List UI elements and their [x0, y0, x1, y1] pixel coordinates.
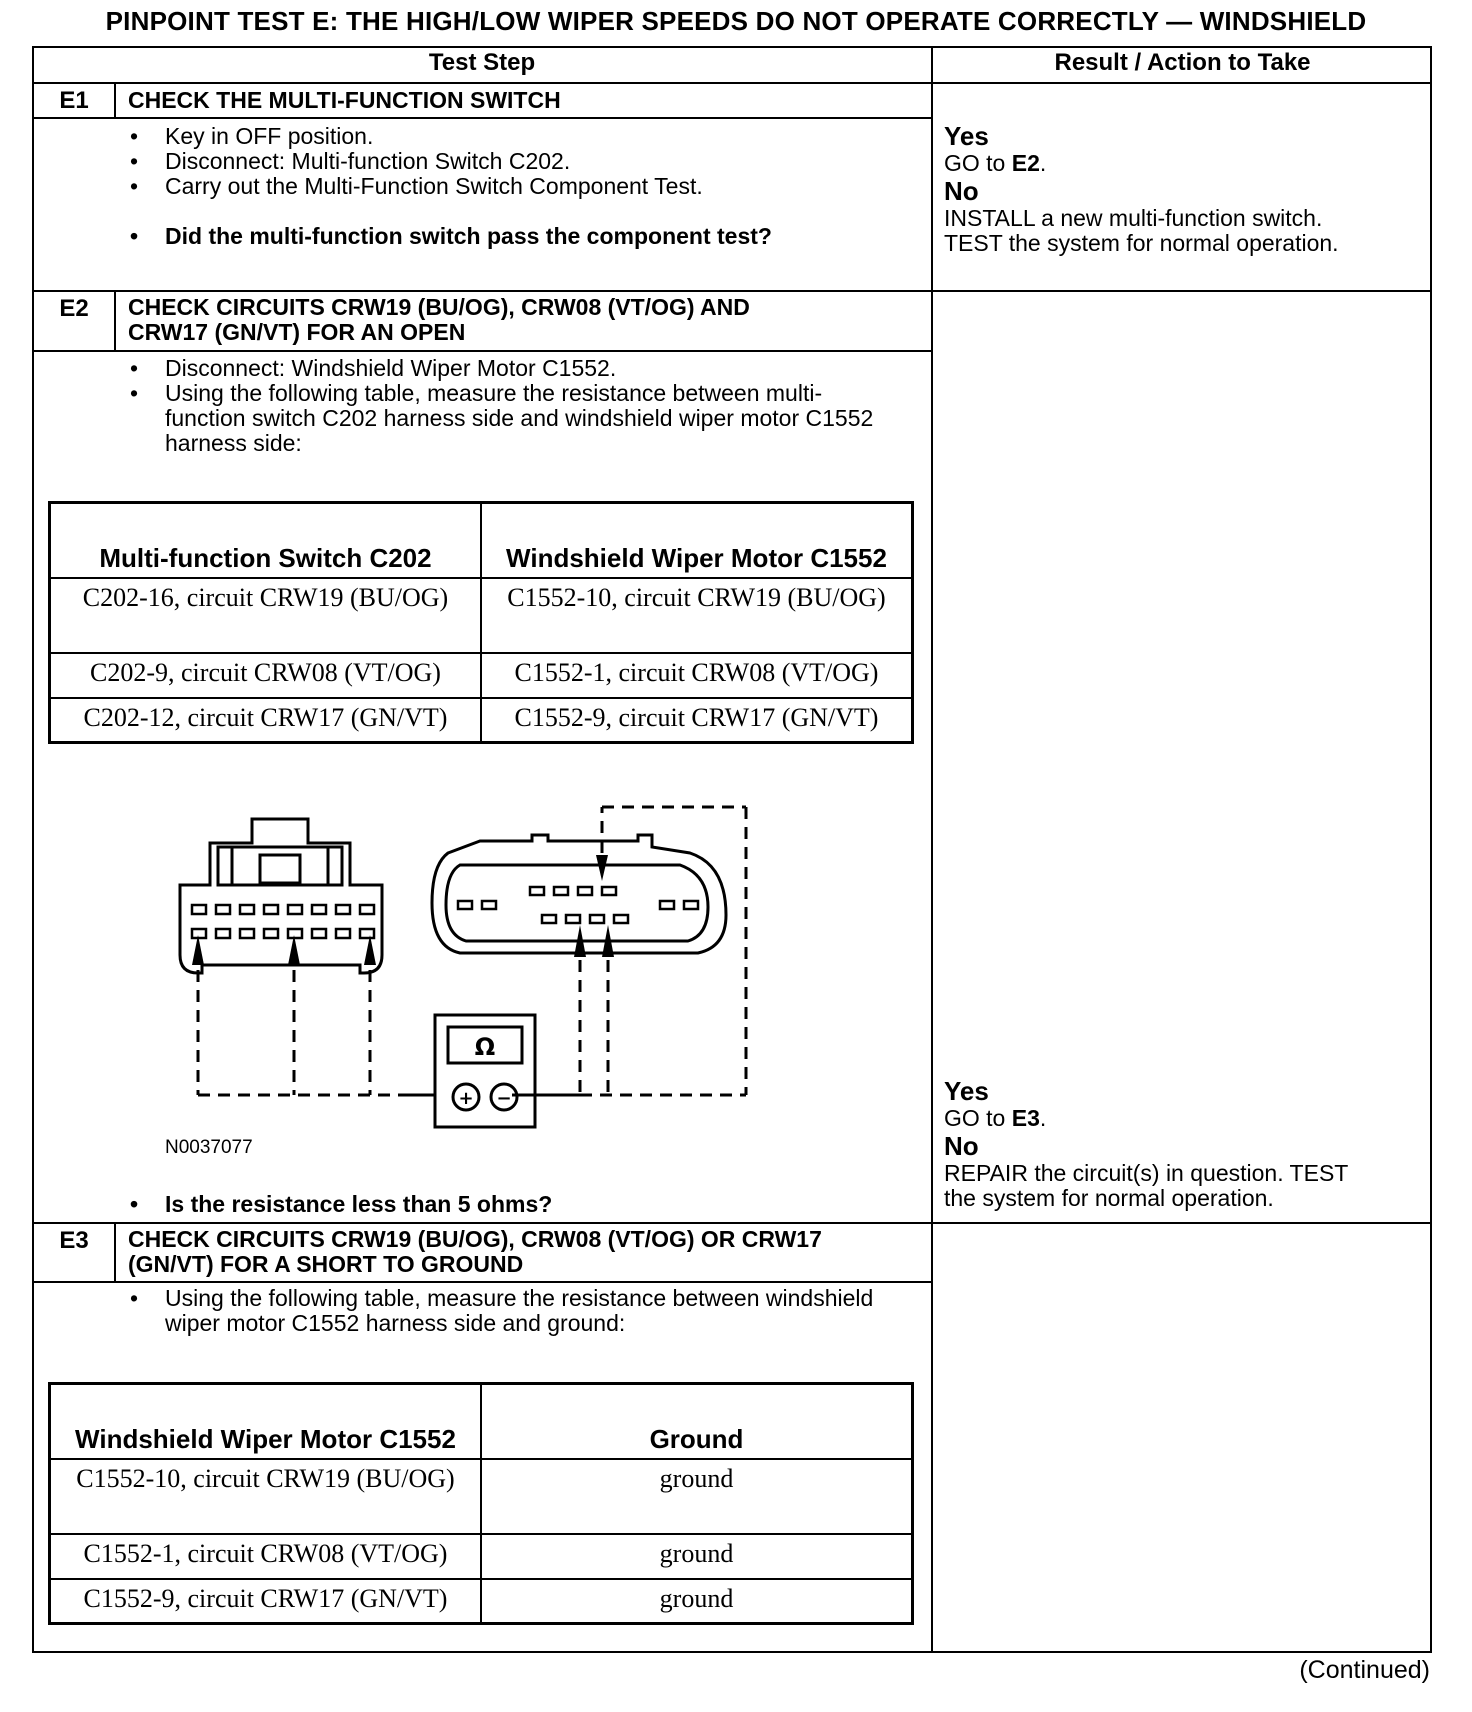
e2-result	[944, 1076, 1424, 1211]
minus-sign: −	[496, 1088, 512, 1109]
e3-id-divider	[114, 1222, 116, 1282]
e3-bullet-list	[165, 1286, 885, 1336]
connector-measurement-diagram	[160, 795, 760, 1135]
list-item: • Disconnect: Multi-function Switch C202.	[165, 149, 905, 174]
e1-result	[944, 121, 1424, 256]
table-cell: C202-16, circuit CRW19 (BU/OG)	[50, 578, 482, 653]
step-title-line-1: CHECK CIRCUITS CRW19 (BU/OG), CRW08 (VT/OG) AND	[128, 294, 750, 320]
table-cell: C1552-10, circuit CRW19 (BU/OG)	[50, 1459, 482, 1534]
probe-tips	[192, 855, 614, 965]
table-cell: C1552-9, circuit CRW17 (GN/VT)	[481, 698, 913, 743]
e3-ground-table	[48, 1382, 914, 1625]
list-item: • Using the following table, measure the resistance between multi-function switch C202 harness side and windshield wiper motor C1552 harness side:	[165, 381, 885, 456]
e2-id-divider	[114, 290, 116, 351]
e1-question	[165, 224, 905, 249]
question-text: • Did the multi-function switch pass the component test?	[165, 224, 905, 249]
table-cell: C1552-9, circuit CRW17 (GN/VT)	[50, 1579, 482, 1624]
c1552-inner-outline	[446, 865, 708, 941]
list-item: • Carry out the Multi-Function Switch Component Test.	[165, 174, 905, 199]
step-title-e1: CHECK THE MULTI-FUNCTION SWITCH	[128, 87, 561, 113]
step-title-line-2: CRW17 (GN/VT) FOR AN OPEN	[128, 319, 466, 345]
e2-bullet-list	[165, 356, 885, 456]
column-divider	[931, 46, 933, 1653]
header-test-step: Test Step	[428, 49, 536, 76]
e1-bullet-list	[165, 124, 905, 199]
yes-action-end: .	[1039, 1105, 1047, 1131]
plus-sign: +	[458, 1088, 474, 1109]
figure-id: N0037077	[165, 1137, 253, 1158]
no-label: No	[944, 1131, 979, 1161]
table-cell: C202-12, circuit CRW17 (GN/VT)	[50, 698, 482, 743]
no-action-line-1: INSTALL a new multi-function switch.	[944, 205, 1323, 231]
table-cell: C1552-1, circuit CRW08 (VT/OG)	[50, 1534, 482, 1579]
step-id-e2: E2	[59, 295, 89, 322]
step-id-e1: E1	[59, 87, 89, 114]
e3-title-divider	[32, 1281, 932, 1283]
e2-bottom-divider	[32, 1222, 1432, 1224]
c202-connector-body	[180, 819, 382, 973]
list-item: • Key in OFF position.	[165, 124, 905, 149]
table-cell: C1552-10, circuit CRW19 (BU/OG)	[481, 578, 913, 653]
no-action-line-1: REPAIR the circuit(s) in question. TEST	[944, 1160, 1349, 1186]
yes-target-link[interactable]: E2	[1011, 150, 1040, 176]
e1-title-divider	[32, 117, 932, 119]
e2-question	[165, 1192, 905, 1217]
yes-target-link[interactable]: E3	[1011, 1105, 1040, 1131]
no-label: No	[944, 176, 979, 206]
e1-id-divider	[114, 82, 116, 118]
step-title-line-2: (GN/VT) FOR A SHORT TO GROUND	[128, 1251, 524, 1277]
table-cell: C1552-1, circuit CRW08 (VT/OG)	[481, 653, 913, 698]
ohmmeter-body	[435, 1015, 535, 1127]
c202-pin-rows	[192, 905, 374, 938]
yes-action-end: .	[1039, 150, 1047, 176]
table-header: Ground	[481, 1384, 913, 1459]
step-title-line-1: CHECK CIRCUITS CRW19 (BU/OG), CRW08 (VT/OG) OR CRW17	[128, 1226, 822, 1252]
e1-bottom-divider	[32, 290, 1432, 292]
page-title: PINPOINT TEST E: THE HIGH/LOW WIPER SPEEDS DO NOT OPERATE CORRECTLY — WINDSHIELD	[105, 6, 1367, 36]
step-id-e3: E3	[59, 1227, 89, 1254]
c202-latch	[218, 847, 342, 885]
table-header: Windshield Wiper Motor C1552	[481, 503, 913, 578]
yes-action-text: GO to	[944, 150, 1012, 176]
header-result: Result / Action to Take	[1054, 49, 1311, 76]
no-action-line-2: TEST the system for normal operation.	[944, 230, 1339, 256]
question-text: • Is the resistance less than 5 ohms?	[165, 1192, 905, 1217]
c202-latch-window	[260, 855, 300, 883]
yes-action	[944, 1106, 1424, 1131]
table-header: Windshield Wiper Motor C1552	[50, 1384, 482, 1459]
yes-label: Yes	[944, 1076, 989, 1106]
table-cell: ground	[481, 1534, 913, 1579]
table-cell: ground	[481, 1579, 913, 1624]
table-header: Multi-function Switch C202	[50, 503, 482, 578]
header-divider	[32, 82, 1432, 84]
c1552-pin-rows	[458, 887, 698, 923]
table-cell: ground	[481, 1459, 913, 1534]
step-title-e3	[128, 1227, 822, 1277]
list-item: • Using the following table, measure the resistance between windshield wiper motor C1552 harness side and ground:	[165, 1286, 885, 1336]
e2-resistance-table	[48, 501, 914, 744]
step-title-e2	[128, 295, 750, 345]
yes-action	[944, 151, 1424, 176]
list-item: • Disconnect: Windshield Wiper Motor C1552.	[165, 356, 885, 381]
no-action-line-2: the system for normal operation.	[944, 1185, 1274, 1211]
continued-label: (Continued)	[1299, 1656, 1430, 1684]
e2-title-divider	[32, 350, 932, 352]
yes-action-text: GO to	[944, 1105, 1012, 1131]
yes-label: Yes	[944, 121, 989, 151]
table-cell: C202-9, circuit CRW08 (VT/OG)	[50, 653, 482, 698]
ohm-symbol: Ω	[474, 1033, 496, 1061]
